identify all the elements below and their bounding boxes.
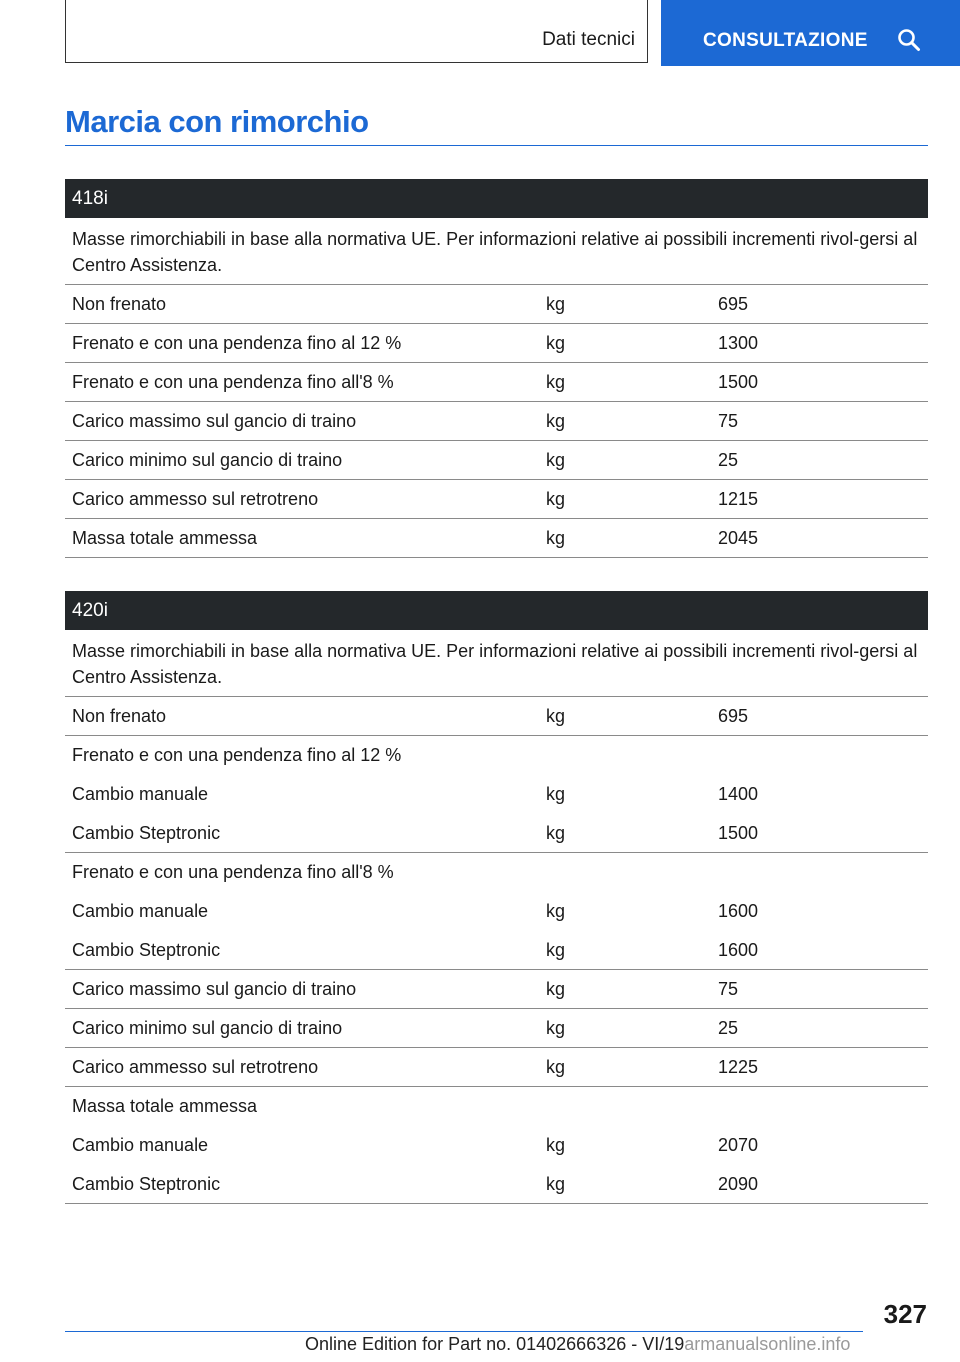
section-heading: 420i <box>65 591 928 630</box>
row-value: 25 <box>718 1017 739 1038</box>
row-unit: kg <box>546 449 566 470</box>
section-tab[interactable] <box>65 0 648 63</box>
table-row <box>65 363 928 402</box>
row-value: 1500 <box>718 371 759 392</box>
row-label: Non frenato <box>72 705 167 726</box>
row-label: Carico ammesso sul retrotreno <box>72 488 319 509</box>
row-unit: kg <box>546 1135 566 1155</box>
row-unit: kg <box>546 371 566 392</box>
row-value: 1500 <box>718 822 759 843</box>
table-row <box>65 324 928 363</box>
row-unit: kg <box>546 488 566 509</box>
page-title: Marcia con rimorchio <box>65 104 369 139</box>
row-value: 1215 <box>718 488 759 509</box>
section-intro: Masse rimorchiabili in base alla normativa UE. Per informazioni relative ai possibili incrementi rivol-gersi al Centro Assistenza. <box>65 630 928 697</box>
row-label: Massa totale ammessa <box>72 527 258 548</box>
row-label: Massa totale ammessa <box>72 1096 258 1116</box>
row-unit: kg <box>546 1056 566 1077</box>
row-label: Cambio Steptronic <box>72 939 221 960</box>
row-unit: kg <box>546 410 566 431</box>
spec-section-418i <box>65 179 928 558</box>
table-row <box>65 402 928 441</box>
row-label: Cambio manuale <box>72 784 209 804</box>
footer-watermark: armanualsonline.info <box>684 1334 851 1354</box>
row-label: Cambio manuale <box>72 901 209 921</box>
table-row <box>65 775 928 814</box>
row-label: Frenato e con una pendenza fino all'8 % <box>72 371 394 392</box>
table-row <box>65 814 928 853</box>
search-icon <box>897 28 921 57</box>
row-unit: kg <box>546 1017 566 1038</box>
row-label: Frenato e con una pendenza fino all'8 % <box>72 862 394 882</box>
table-row <box>65 480 928 519</box>
table-row <box>65 285 928 324</box>
row-value: 25 <box>718 449 739 470</box>
footer-divider <box>65 1331 863 1332</box>
page-number: 327 <box>883 1299 927 1329</box>
row-value: 1225 <box>718 1056 759 1077</box>
row-value: 75 <box>718 410 739 431</box>
row-label: Frenato e con una pendenza fino al 12 % <box>72 745 402 765</box>
row-value: 1600 <box>718 901 759 921</box>
table-row <box>65 892 928 931</box>
table-row <box>65 697 928 736</box>
row-label: Non frenato <box>72 293 167 314</box>
table-row <box>65 1126 928 1165</box>
row-unit: kg <box>546 784 566 804</box>
table-row <box>65 970 928 1009</box>
row-unit: kg <box>546 293 566 314</box>
row-unit: kg <box>546 978 566 999</box>
table-row <box>65 1048 928 1087</box>
table-row <box>65 1165 928 1204</box>
spec-table <box>65 285 928 558</box>
spec-section-420i <box>65 591 928 1204</box>
table-row <box>65 441 928 480</box>
row-unit: kg <box>546 822 566 843</box>
footer-edition: Online Edition for Part no. 01402666326 - VI/19 <box>305 1334 685 1354</box>
row-label: Carico massimo sul gancio di traino <box>72 410 357 431</box>
table-row <box>65 1009 928 1048</box>
row-unit: kg <box>546 527 566 548</box>
row-value: 695 <box>718 293 749 314</box>
row-label: Carico ammesso sul retrotreno <box>72 1056 319 1077</box>
row-value: 1600 <box>718 939 759 960</box>
row-label: Frenato e con una pendenza fino al 12 % <box>72 332 402 353</box>
table-row <box>65 519 928 558</box>
row-value: 2070 <box>718 1135 759 1155</box>
section-intro: Masse rimorchiabili in base alla normativa UE. Per informazioni relative ai possibili incrementi rivol-gersi al Centro Assistenza. <box>65 218 928 285</box>
row-value: 695 <box>718 705 749 726</box>
row-label: Carico massimo sul gancio di traino <box>72 978 357 999</box>
table-row <box>65 1087 928 1126</box>
section-tab-label: Dati tecnici <box>542 29 635 50</box>
section-heading: 418i <box>65 179 928 218</box>
table-row <box>65 931 928 970</box>
spec-table <box>65 697 928 1204</box>
consultazione-button[interactable] <box>661 0 960 66</box>
row-value: 2090 <box>718 1173 759 1194</box>
row-unit: kg <box>546 705 566 726</box>
row-label: Cambio manuale <box>72 1135 209 1155</box>
row-value: 1400 <box>718 784 759 804</box>
table-row <box>65 853 928 892</box>
consultazione-label: CONSULTAZIONE <box>703 30 868 51</box>
row-value: 2045 <box>718 527 759 548</box>
row-value: 1300 <box>718 332 759 353</box>
row-unit: kg <box>546 1173 566 1194</box>
row-unit: kg <box>546 939 566 960</box>
footer <box>305 1334 850 1355</box>
row-label: Cambio Steptronic <box>72 822 221 843</box>
row-label: Carico minimo sul gancio di traino <box>72 1017 343 1038</box>
top-bar <box>0 0 960 66</box>
table-row <box>65 736 928 775</box>
row-label: Cambio Steptronic <box>72 1173 221 1194</box>
row-unit: kg <box>546 901 566 921</box>
row-value: 75 <box>718 978 739 999</box>
row-unit: kg <box>546 332 566 353</box>
title-divider <box>65 145 928 146</box>
row-label: Carico minimo sul gancio di traino <box>72 449 343 470</box>
